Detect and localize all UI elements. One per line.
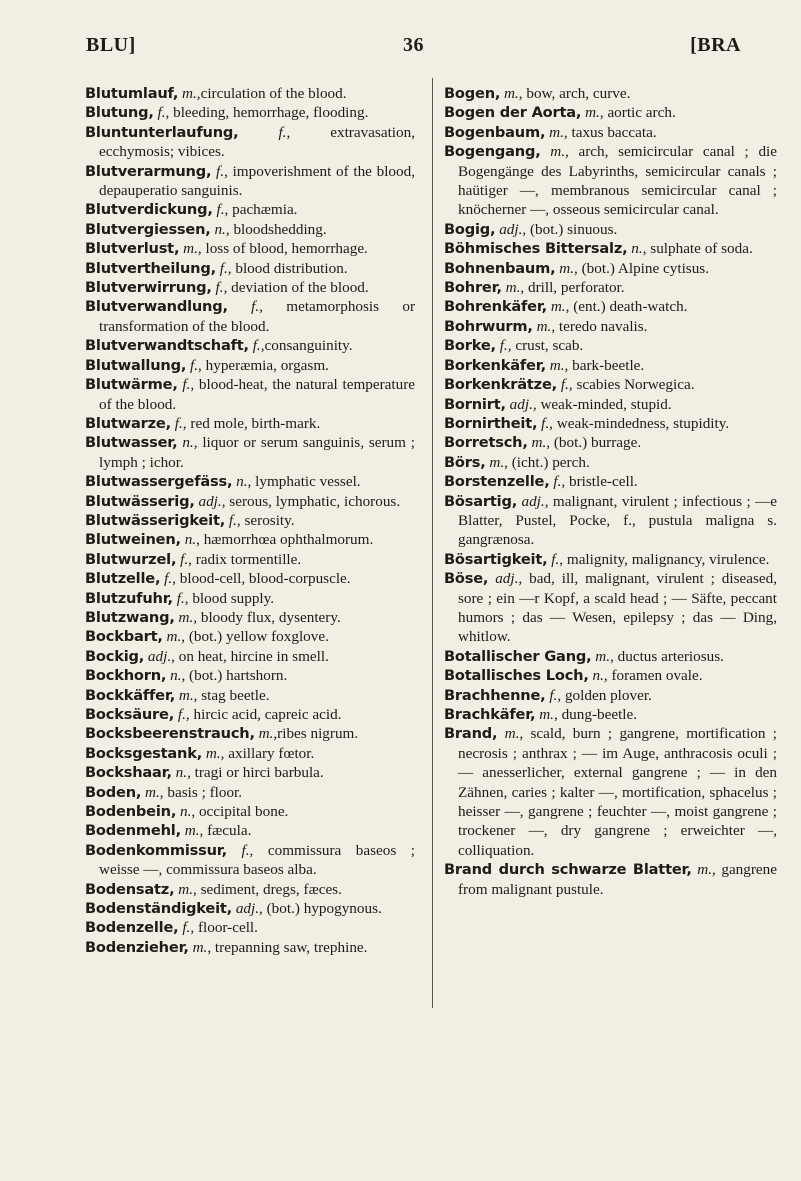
entry-definition: , weak-minded, stupid.	[532, 395, 672, 413]
entry-grammar: adj.	[198, 492, 222, 510]
entry-headword: Bodenzieher,	[85, 938, 189, 956]
entry-definition: , axillary fœtor.	[220, 744, 315, 762]
dictionary-entry	[85, 472, 415, 491]
entry-definition: , sediment, dregs, fæces.	[193, 880, 342, 898]
dictionary-entry	[444, 84, 777, 103]
entry-definition: , stag beetle.	[193, 686, 270, 704]
entry-headword: Blutverlust,	[85, 240, 180, 258]
entry-headword: Blutverwirrung,	[85, 279, 212, 297]
entry-grammar: n.	[175, 764, 188, 782]
dictionary-entry	[85, 569, 415, 588]
entry-headword: Blutverarmung,	[85, 162, 212, 180]
entry-grammar: f.	[216, 201, 225, 219]
dictionary-entry	[85, 550, 415, 569]
entry-headword: Bohnenbaum,	[444, 259, 556, 277]
entry-headword: Blutwarze,	[85, 414, 171, 432]
dictionary-entry	[444, 724, 777, 860]
entry-definition: , taxus baccata.	[563, 123, 657, 141]
entry-definition: , crust, scab.	[507, 337, 584, 355]
entry-definition: , malignant, virulent ; infectious ; —e Blatter, Pustel, Pocke, f., pustula maligna s. gangrænosa.	[458, 492, 778, 549]
header-left-guide-word: BLU]	[86, 34, 136, 56]
entry-grammar: m.	[489, 453, 505, 471]
entry-grammar: n.	[182, 434, 194, 452]
entry-headword: Borstenzelle,	[444, 473, 550, 491]
entry-headword: Bohrenkäfer,	[444, 298, 548, 316]
entry-grammar: f.	[157, 104, 166, 122]
dictionary-entry	[85, 375, 415, 414]
entry-definition: , lymphatic vessel.	[247, 473, 361, 491]
entry-headword: Böse,	[444, 570, 489, 588]
dictionary-entry	[85, 200, 415, 219]
dictionary-entry	[444, 239, 777, 258]
entry-headword: Bocksgestank,	[85, 744, 203, 762]
entry-grammar: f.	[219, 259, 228, 277]
dictionary-entry	[85, 414, 415, 433]
dictionary-entry	[85, 530, 415, 549]
dictionary-entry	[85, 938, 415, 957]
entry-grammar: n.	[179, 803, 192, 821]
entry-headword: Bösartigkeit,	[444, 550, 548, 568]
entry-definition: , aortic arch.	[599, 104, 676, 122]
entry-columns	[85, 84, 777, 1134]
entry-definition: , blood supply.	[184, 589, 275, 607]
entry-grammar: f.	[216, 162, 225, 180]
dictionary-entry	[85, 744, 415, 763]
dictionary-entry	[85, 918, 415, 937]
entry-definition: , pachæmia.	[224, 201, 298, 219]
entry-grammar: f.	[499, 337, 508, 355]
dictionary-entry	[444, 472, 777, 491]
entry-definition: , (bot.) burrage.	[546, 434, 642, 452]
entry-headword: Bockig,	[85, 647, 145, 665]
dictionary-entry	[85, 511, 415, 530]
entry-grammar: f.	[560, 376, 569, 394]
entry-headword: Bogen,	[444, 85, 501, 102]
entry-definition: , (bot.) hypogynous.	[259, 900, 382, 918]
entry-definition: , serosity.	[236, 511, 295, 529]
entry-definition: , bad, ill, malignant, virulent ; diseased, sore ; ein —r Kopf, a scald head ; — Säfte, peccant humors ; das — Wesen, epilepsy ; das — Ding, whitlow.	[458, 570, 778, 646]
entry-definition: , metamorphosis or transformation of the blood.	[99, 298, 416, 335]
entry-headword: Bornirt,	[444, 395, 506, 413]
dictionary-entry	[85, 666, 415, 685]
entry-definition: , teredo navalis.	[551, 317, 648, 335]
entry-grammar: n.	[170, 667, 182, 685]
entry-headword: Bodenkommissur,	[85, 841, 227, 859]
entry-headword: Brand,	[444, 725, 498, 743]
entry-definition: , floor-cell.	[190, 919, 258, 937]
dictionary-entry	[85, 763, 415, 782]
entry-headword: Bogenbaum,	[444, 123, 546, 141]
entry-definition: , malignity, malignancy, virulence.	[559, 550, 770, 568]
entry-headword: Blutverwandtschaft,	[85, 337, 249, 355]
page-number: 36	[403, 34, 424, 56]
entry-headword: Borretsch,	[444, 434, 528, 452]
entry-grammar: m.	[539, 706, 554, 723]
entry-grammar: f.	[251, 298, 260, 316]
entry-grammar: m.	[258, 725, 274, 743]
dictionary-entry	[85, 492, 415, 511]
entry-headword: Blutzwang,	[85, 608, 175, 626]
entry-definition: , bloodshedding.	[225, 220, 327, 238]
entry-grammar: n.	[214, 220, 226, 238]
dictionary-entry	[85, 433, 415, 472]
entry-definition: , ductus arteriosus.	[610, 647, 724, 665]
entry-grammar: m.	[145, 783, 160, 801]
entry-definition: , tragi or hirci barbula.	[187, 764, 324, 782]
entry-grammar: f.	[174, 414, 183, 432]
left-column	[85, 84, 415, 957]
dictionary-entry	[444, 103, 777, 122]
dictionary-entry	[85, 162, 415, 201]
dictionary-entry	[444, 375, 777, 394]
entry-headword: Bodenmehl,	[85, 822, 181, 840]
dictionary-entry	[85, 608, 415, 627]
header-right-guide-word: [BRA	[690, 34, 741, 56]
entry-definition: , bristle-cell.	[561, 473, 638, 491]
entry-headword: Botallisches Loch,	[444, 667, 589, 685]
entry-grammar: f.	[549, 686, 558, 704]
entry-definition: ,ribes nigrum.	[273, 725, 359, 743]
dictionary-entry	[444, 356, 777, 375]
entry-headword: Blutung,	[85, 104, 154, 122]
entry-grammar: m.	[505, 279, 521, 297]
entry-definition: , blood-heat, the natural temperature of the blood.	[99, 376, 415, 413]
entry-headword: Borkenkrätze,	[444, 376, 558, 394]
entry-headword: Blutzufuhr,	[85, 589, 173, 607]
entry-grammar: m.	[549, 123, 564, 141]
entry-headword: Bockhorn,	[85, 667, 167, 685]
entry-grammar: m.	[178, 686, 194, 704]
entry-headword: Blutverwandlung,	[85, 298, 228, 316]
entry-definition: , hyperæmia, orgasm.	[198, 356, 329, 374]
entry-definition: , occipital bone.	[191, 803, 289, 821]
entry-definition: , serous, lymphatic, ichorous.	[221, 492, 401, 510]
entry-headword: Börs,	[444, 453, 486, 471]
right-column	[444, 84, 777, 899]
dictionary-entry	[85, 705, 415, 724]
dictionary-entry	[444, 647, 777, 666]
entry-grammar: adj.	[147, 647, 172, 665]
dictionary-entry	[85, 220, 415, 239]
entry-definition: , golden plover.	[557, 686, 652, 704]
entry-definition: , (bot.) hartshorn.	[181, 667, 288, 685]
entry-grammar: m.	[585, 104, 600, 122]
dictionary-entry	[85, 841, 415, 880]
entry-definition: , sulphate of soda.	[642, 240, 753, 258]
dictionary-entry	[444, 123, 777, 142]
entry-definition: , (ent.) death-watch.	[565, 298, 688, 316]
entry-headword: Blutvertheilung,	[85, 259, 216, 277]
dictionary-entry	[444, 297, 777, 316]
entry-headword: Bockshaar,	[85, 764, 172, 782]
entry-definition: , fæcula.	[199, 822, 252, 840]
entry-headword: Bockbart,	[85, 628, 163, 646]
entry-definition: , hæmorrhœa ophthalmorum.	[196, 531, 374, 549]
entry-headword: Blutwasser,	[85, 434, 178, 452]
entry-definition: , gangrene from malignant pustule.	[458, 861, 777, 898]
entry-definition: , basis ; floor.	[159, 783, 243, 801]
entry-grammar: adj.	[521, 492, 545, 510]
entry-grammar: adj.	[235, 900, 260, 918]
dictionary-entry	[444, 550, 777, 569]
entry-grammar: f.	[551, 550, 560, 568]
entry-headword: Bohrer,	[444, 279, 502, 297]
dictionary-entry	[85, 278, 415, 297]
entry-headword: Brand durch schwarze Blatter,	[444, 861, 692, 879]
entry-definition: , hircic acid, capreic acid.	[185, 706, 342, 723]
entry-grammar: m.	[550, 298, 566, 316]
entry-headword: Blutweinen,	[85, 531, 181, 549]
entry-headword: Bohrwurm,	[444, 317, 533, 335]
entry-grammar: f.	[278, 123, 287, 141]
entry-grammar: m.	[184, 822, 200, 840]
entry-definition: , scald, burn ; gangrene, mortification ; necrosis ; anthrax ; — im Auge, anthracosis oculi ; — anesserlicher, external gangrene ; — in den Zähnen, caries ; kalter —, mortification, sphacelus ; heisser —, gangrene ; feuchter —, moist gangrene ; trockener —, dry gangrene ; erweichter —, colliquation.	[458, 725, 777, 859]
dictionary-entry	[85, 724, 415, 743]
entry-definition: , radix tormentille.	[188, 550, 302, 568]
dictionary-entry	[444, 433, 777, 452]
dictionary-entry	[85, 627, 415, 646]
entry-headword: Botallischer Gang,	[444, 647, 592, 665]
entry-headword: Brachhenne,	[444, 686, 546, 704]
entry-headword: Boden,	[85, 783, 142, 801]
entry-grammar: f.	[241, 841, 250, 859]
dictionary-entry	[85, 123, 415, 162]
entry-definition: , loss of blood, hemorrhage.	[197, 240, 368, 258]
dictionary-entry	[444, 705, 777, 724]
dictionary-entry	[85, 802, 415, 821]
dictionary-entry	[85, 259, 415, 278]
entry-grammar: f.	[176, 589, 185, 607]
entry-definition: , (icht.) perch.	[504, 453, 590, 471]
entry-definition: , red mole, birth-mark.	[182, 414, 321, 432]
entry-grammar: adj.	[499, 220, 523, 238]
entry-grammar: f.	[553, 473, 562, 491]
dictionary-entry	[85, 336, 415, 355]
dictionary-entry	[85, 783, 415, 802]
entry-headword: Bösartig,	[444, 492, 518, 510]
entry-headword: Borke,	[444, 337, 496, 355]
entry-grammar: m.	[504, 725, 520, 743]
entry-definition: , dung-beetle.	[553, 706, 638, 723]
entry-headword: Blutzelle,	[85, 570, 161, 588]
entry-definition: , commissura baseos ; weisse —, commissura baseos alba.	[99, 841, 415, 879]
entry-grammar: m.	[166, 628, 182, 646]
running-header	[86, 34, 741, 68]
entry-grammar: m.	[178, 608, 194, 626]
entry-definition: , trepanning saw, trephine.	[207, 938, 368, 956]
dictionary-entry	[444, 453, 777, 472]
dictionary-entry	[85, 821, 415, 840]
entry-grammar: n.	[236, 473, 248, 491]
entry-definition: , weak-mindedness, stupidity.	[549, 414, 730, 432]
entry-headword: Bluntunterlaufung,	[85, 123, 239, 141]
dictionary-entry	[444, 569, 777, 647]
entry-grammar: adj.	[495, 570, 519, 588]
dictionary-entry	[444, 860, 777, 899]
entry-definition: , deviation of the blood.	[223, 279, 369, 297]
entry-headword: Blutwärme,	[85, 376, 178, 394]
entry-grammar: m.	[559, 259, 575, 277]
entry-grammar: m.	[178, 880, 193, 898]
entry-definition: , blood distribution.	[227, 259, 348, 277]
entry-definition: , impoverishment of the blood, depauperatio sanguinis.	[99, 162, 416, 200]
entry-grammar: f.	[228, 511, 237, 529]
entry-headword: Blutwassergefäss,	[85, 473, 233, 491]
entry-definition: , (bot.) yellow foxglove.	[181, 628, 329, 646]
dictionary-entry	[85, 589, 415, 608]
dictionary-entry	[444, 666, 777, 685]
entry-grammar: f.	[541, 414, 550, 432]
entry-headword: Blutumlauf,	[85, 85, 179, 102]
entry-grammar: m.	[531, 434, 547, 452]
entry-grammar: m.	[697, 861, 713, 879]
dictionary-entry	[444, 142, 777, 220]
entry-definition: , liquor or serum sanguinis, serum ; lymph ; ichor.	[99, 434, 415, 471]
entry-definition: , bloody flux, dysentery.	[193, 608, 341, 626]
entry-headword: Böhmisches Bittersalz,	[444, 240, 628, 258]
entry-definition: , (bot.) Alpine cytisus.	[574, 259, 710, 277]
entry-definition: , bow, arch, curve.	[518, 85, 631, 102]
dictionary-entry	[444, 259, 777, 278]
entry-grammar: n.	[184, 531, 197, 549]
entry-headword: Bogen der Aorta,	[444, 104, 582, 122]
entry-definition: , drill, perforator.	[520, 279, 625, 297]
entry-headword: Blutwässerigkeit,	[85, 511, 226, 529]
dictionary-entry	[85, 356, 415, 375]
entry-grammar: n.	[631, 240, 643, 258]
entry-definition: , extravasation, ecchymosis; vibices.	[99, 123, 415, 161]
entry-grammar: f.	[182, 919, 191, 937]
entry-grammar: m.	[182, 85, 197, 102]
entry-grammar: f.	[164, 570, 173, 588]
dictionary-entry	[444, 492, 777, 550]
entry-headword: Bocksäure,	[85, 706, 175, 723]
dictionary-entry	[444, 278, 777, 297]
entry-grammar: f.	[180, 550, 189, 568]
entry-grammar: m.	[595, 647, 611, 665]
dictionary-entry	[85, 84, 415, 103]
dictionary-entry	[85, 899, 415, 918]
entry-headword: Bornirtheit,	[444, 414, 538, 432]
entry-definition: , scabies Norwegica.	[568, 376, 695, 394]
entry-headword: Blutwurzel,	[85, 550, 177, 568]
dictionary-entry	[444, 414, 777, 433]
dictionary-entry	[85, 686, 415, 705]
entry-headword: Borkenkäfer,	[444, 356, 546, 374]
entry-headword: Bodenbein,	[85, 803, 177, 821]
entry-definition: , bleeding, hemorrhage, flooding.	[165, 104, 369, 122]
dictionary-entry	[85, 880, 415, 899]
entry-grammar: f.	[182, 376, 191, 394]
entry-headword: Bogengang,	[444, 143, 541, 161]
entry-headword: Blutverdickung,	[85, 201, 213, 219]
entry-definition: , arch, semicircular canal ; die Bogengänge des Labyrinths, semicircular canals ; haütiger —, membranous semicircular canal ; knöcherner —, osseous semicircular canal.	[458, 143, 778, 219]
entry-definition: , bark-beetle.	[564, 356, 645, 374]
entry-headword: Brachkäfer,	[444, 706, 536, 723]
entry-definition: ,consanguinity.	[260, 337, 353, 355]
entry-headword: Bogig,	[444, 220, 496, 238]
dictionary-entry	[85, 647, 415, 666]
entry-definition: , on heat, hircine in smell.	[171, 647, 329, 665]
entry-headword: Bodensatz,	[85, 880, 175, 898]
entry-grammar: m.	[205, 744, 221, 762]
entry-definition: , (bot.) sinuous.	[522, 220, 618, 238]
entry-definition: , foramen ovale.	[603, 667, 703, 685]
entry-headword: Blutvergiessen,	[85, 220, 211, 238]
dictionary-entry	[85, 297, 415, 336]
entry-grammar: f.	[252, 337, 261, 355]
entry-headword: Bodenständigkeit,	[85, 900, 233, 918]
entry-grammar: m.	[549, 356, 565, 374]
dictionary-entry	[444, 317, 777, 336]
entry-grammar: adj.	[509, 395, 533, 413]
entry-headword: Bocksbeerenstrauch,	[85, 725, 255, 743]
entry-definition: ,circulation of the blood.	[196, 85, 347, 102]
entry-grammar: m.	[504, 85, 519, 102]
entry-grammar: f.	[190, 356, 199, 374]
entry-grammar: f.	[177, 706, 186, 723]
entry-grammar: m.	[192, 938, 208, 956]
entry-grammar: m.	[550, 143, 566, 161]
entry-headword: Blutwallung,	[85, 356, 187, 374]
dictionary-entry	[444, 336, 777, 355]
entry-grammar: n.	[592, 667, 604, 685]
entry-definition: , blood-cell, blood-corpuscle.	[172, 570, 351, 588]
entry-grammar: m.	[536, 317, 552, 335]
entry-grammar: f.	[215, 279, 224, 297]
dictionary-entry	[444, 220, 777, 239]
dictionary-entry	[85, 239, 415, 258]
entry-headword: Blutwässerig,	[85, 492, 195, 510]
dictionary-entry	[444, 395, 777, 414]
entry-headword: Bodenzelle,	[85, 919, 179, 937]
dictionary-entry	[444, 686, 777, 705]
entry-grammar: m.	[183, 240, 198, 258]
entry-headword: Bockkäffer,	[85, 686, 176, 704]
dictionary-entry	[85, 103, 415, 122]
